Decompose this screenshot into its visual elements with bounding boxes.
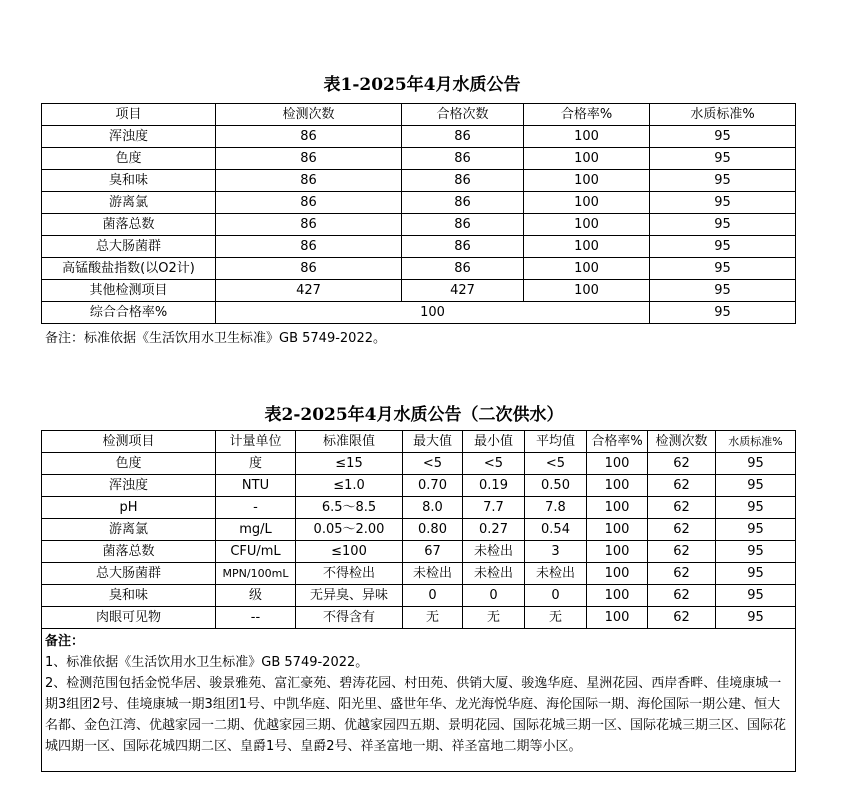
table2-cell: 菌落总数	[42, 541, 216, 563]
table1-header-cell: 合格率%	[524, 104, 650, 126]
table2-cell: MPN/100mL	[216, 563, 296, 585]
summary-standard: 95	[650, 302, 796, 324]
table2-cell: 100	[587, 497, 648, 519]
table2-header-cell: 合格率%	[587, 431, 648, 453]
table1-row	[42, 280, 796, 302]
table2-cell: 8.0	[403, 497, 463, 519]
table2-cell: 级	[216, 585, 296, 607]
table2-cell: 62	[648, 453, 716, 475]
table2-cell: pH	[42, 497, 216, 519]
water-quality-table-1	[41, 103, 796, 324]
table2-cell: 95	[716, 475, 796, 497]
table2-header-cell: 最大值	[403, 431, 463, 453]
table2-cell: 色度	[42, 453, 216, 475]
table2-cell: 6.5～8.5	[296, 497, 403, 519]
table2-cell: 95	[716, 453, 796, 475]
table2-notes	[42, 629, 796, 772]
table1-cell: 86	[402, 192, 524, 214]
table2-cell: 7.8	[525, 497, 587, 519]
table2-cell: 肉眼可见物	[42, 607, 216, 629]
table2-cell: --	[216, 607, 296, 629]
table2-row	[42, 585, 796, 607]
table2-row	[42, 453, 796, 475]
table1-header-row	[42, 104, 796, 126]
table2-cell: 95	[716, 585, 796, 607]
table2-cell: <5	[403, 453, 463, 475]
table1-cell: 游离氯	[42, 192, 216, 214]
table1-cell: 86	[402, 170, 524, 192]
table1-cell: 86	[402, 258, 524, 280]
table2-cell: 62	[648, 519, 716, 541]
table2-row	[42, 607, 796, 629]
table1-cell: 427	[402, 280, 524, 302]
table1-cell: 臭和味	[42, 170, 216, 192]
table2-cell: 未检出	[403, 563, 463, 585]
table1-cell: 其他检测项目	[42, 280, 216, 302]
table1-header-cell: 水质标准%	[650, 104, 796, 126]
table2-header-cell: 标准限值	[296, 431, 403, 453]
table1-row	[42, 126, 796, 148]
table2-header-cell: 检测次数	[648, 431, 716, 453]
table1-cell: 色度	[42, 148, 216, 170]
table2-cell: 0	[463, 585, 525, 607]
table2-header-row	[42, 431, 796, 453]
summary-label: 综合合格率%	[42, 302, 216, 324]
table2-cell: 3	[525, 541, 587, 563]
table2-cell: 62	[648, 585, 716, 607]
table2-cell: 0.80	[403, 519, 463, 541]
table2-cell: 100	[587, 519, 648, 541]
table1-summary-row	[42, 302, 796, 324]
table1-cell: 总大肠菌群	[42, 236, 216, 258]
table2-cell: 100	[587, 585, 648, 607]
table1-row	[42, 236, 796, 258]
table1-cell: 86	[402, 126, 524, 148]
table1-cell: 高锰酸盐指数(以O2计)	[42, 258, 216, 280]
table2-cell: 未检出	[525, 563, 587, 585]
table1-cell: 浑浊度	[42, 126, 216, 148]
table2-header-cell: 水质标准%	[716, 431, 796, 453]
table1-cell: 100	[524, 148, 650, 170]
table1-note: 备注：标准依据《生活饮用水卫生标准》GB 5749-2022。	[45, 331, 386, 346]
table2-cell: -	[216, 497, 296, 519]
table1-cell: 86	[402, 148, 524, 170]
table2-cell: 62	[648, 607, 716, 629]
table1-cell: 86	[216, 214, 402, 236]
table2-cell: ≤15	[296, 453, 403, 475]
table2-cell: 未检出	[463, 541, 525, 563]
table2-header-cell: 最小值	[463, 431, 525, 453]
table2-cell: 无	[403, 607, 463, 629]
table1-cell: 95	[650, 170, 796, 192]
table2-cell: 95	[716, 563, 796, 585]
table1-cell: 86	[402, 214, 524, 236]
table1-cell: 100	[524, 280, 650, 302]
table1-header-cell: 项目	[42, 104, 216, 126]
table2-cell: 62	[648, 497, 716, 519]
table2-row	[42, 541, 796, 563]
table2-cell: NTU	[216, 475, 296, 497]
table2-cell: 0	[403, 585, 463, 607]
table2-cell: 无	[463, 607, 525, 629]
table2-cell: 浑浊度	[42, 475, 216, 497]
table1-cell: 86	[216, 170, 402, 192]
table2-cell: mg/L	[216, 519, 296, 541]
table2-cell: 无	[525, 607, 587, 629]
note-2: 2、检测范围包括金悦华居、骏景雅苑、富汇豪苑、碧涛花园、村田苑、供销大厦、骏逸华庭、星洲花园、西岸香畔、佳境康城一期3组团2号、佳境康城一期3组团1号、中凯华庭、阳光里、盛世年华、龙光海悦华庭、海伦国际一期、海伦国际一期公建、恒大名都、金色江湾、优越家园一二期、优越家园三期、优越家园四五期、景明花园、国际花城三期一区、国际花城三期三区、国际花城四期一区、国际花城四期二区、皇爵1号、皇爵2号、祥圣富地一期、祥圣富地二期等小区。	[45, 676, 787, 754]
table1-cell: 86	[216, 148, 402, 170]
table2-cell: 0.05～2.00	[296, 519, 403, 541]
table1-cell: 95	[650, 192, 796, 214]
table2-cell: 0.27	[463, 519, 525, 541]
table2-cell: 95	[716, 519, 796, 541]
table2-cell: 100	[587, 607, 648, 629]
table2-cell: 0.50	[525, 475, 587, 497]
table2-row	[42, 519, 796, 541]
table1-cell: 95	[650, 214, 796, 236]
table1-cell: 100	[524, 214, 650, 236]
notes-title: 备注：	[45, 634, 85, 649]
table1-cell: 86	[216, 236, 402, 258]
table1-cell: 100	[524, 170, 650, 192]
table2-cell: ≤1.0	[296, 475, 403, 497]
table1-cell: 86	[216, 258, 402, 280]
table1-cell: 95	[650, 236, 796, 258]
note-1: 1、标准依据《生活饮用水卫生标准》GB 5749-2022。	[45, 655, 369, 670]
table2-cell: 100	[587, 563, 648, 585]
table2-cell: 度	[216, 453, 296, 475]
table1-title: 表1-2025年4月水质公告	[323, 75, 521, 95]
water-quality-table-2	[41, 430, 796, 772]
table1-row	[42, 148, 796, 170]
table2-cell: 95	[716, 497, 796, 519]
table2-notes-row	[42, 629, 796, 772]
table2-cell: 100	[587, 453, 648, 475]
table2-cell: 7.7	[463, 497, 525, 519]
table2-row	[42, 497, 796, 519]
table1-cell: 菌落总数	[42, 214, 216, 236]
table2-cell: 游离氯	[42, 519, 216, 541]
table2-cell: ≤100	[296, 541, 403, 563]
table1-cell: 95	[650, 148, 796, 170]
table2-cell: <5	[463, 453, 525, 475]
table1-cell: 86	[216, 192, 402, 214]
table2-cell: 不得含有	[296, 607, 403, 629]
table2-cell: 0	[525, 585, 587, 607]
table1-cell: 100	[524, 126, 650, 148]
table2-header-cell: 平均值	[525, 431, 587, 453]
table1-row	[42, 214, 796, 236]
table1-header-cell: 合格次数	[402, 104, 524, 126]
table2-row	[42, 563, 796, 585]
table2-title: 表2-2025年4月水质公告（二次供水）	[264, 405, 564, 425]
table1-cell: 427	[216, 280, 402, 302]
table1-cell: 95	[650, 258, 796, 280]
table1-row	[42, 192, 796, 214]
table2-cell: 不得检出	[296, 563, 403, 585]
table2-row	[42, 475, 796, 497]
table1-cell: 95	[650, 280, 796, 302]
table1-row	[42, 170, 796, 192]
table2-cell: 95	[716, 607, 796, 629]
table1-cell: 95	[650, 126, 796, 148]
table2-cell: 无异臭、异味	[296, 585, 403, 607]
table2-cell: 100	[587, 541, 648, 563]
table1-cell: 86	[216, 126, 402, 148]
table2-cell: <5	[525, 453, 587, 475]
table1-cell: 100	[524, 236, 650, 258]
table2-cell: 62	[648, 563, 716, 585]
table1-cell: 86	[402, 236, 524, 258]
table2-cell: 0.54	[525, 519, 587, 541]
table2-cell: 未检出	[463, 563, 525, 585]
table2-header-cell: 检测项目	[42, 431, 216, 453]
table1-cell: 100	[524, 258, 650, 280]
table2-cell: 95	[716, 541, 796, 563]
table2-cell: 67	[403, 541, 463, 563]
table1-row	[42, 258, 796, 280]
table2-cell: 62	[648, 541, 716, 563]
table1-cell: 100	[524, 192, 650, 214]
table2-cell: 62	[648, 475, 716, 497]
table2-cell: 总大肠菌群	[42, 563, 216, 585]
table2-cell: 臭和味	[42, 585, 216, 607]
summary-value: 100	[216, 302, 650, 324]
table2-cell: 0.70	[403, 475, 463, 497]
table1-header-cell: 检测次数	[216, 104, 402, 126]
table2-header-cell: 计量单位	[216, 431, 296, 453]
table2-cell: CFU/mL	[216, 541, 296, 563]
table2-cell: 0.19	[463, 475, 525, 497]
table2-cell: 100	[587, 475, 648, 497]
